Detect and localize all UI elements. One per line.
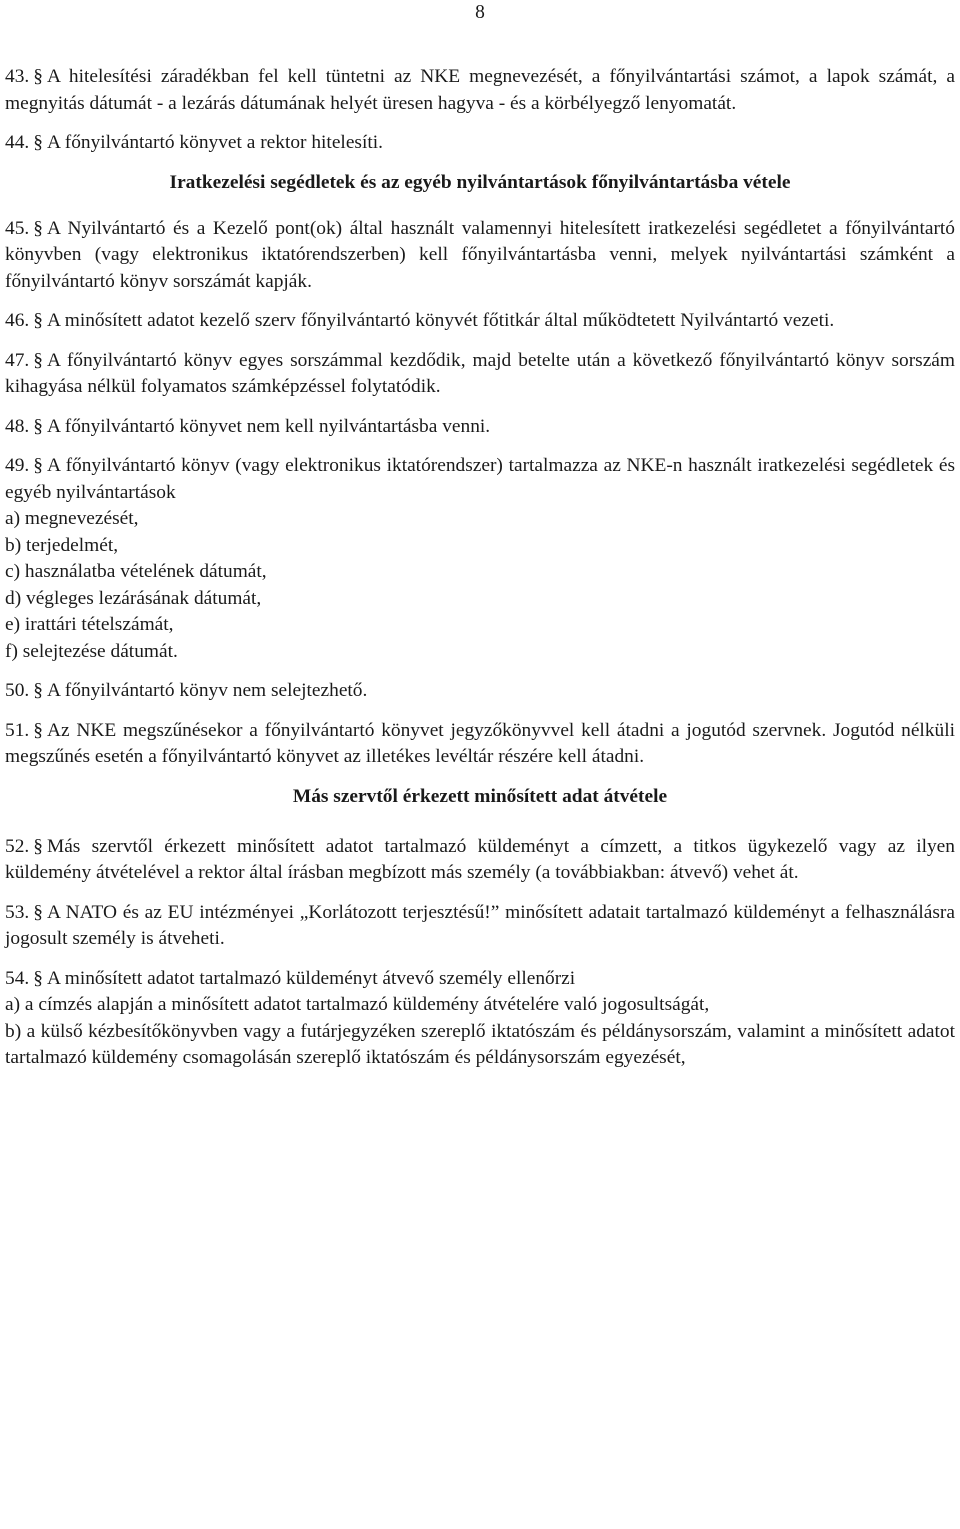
paragraph-45 — [5, 216, 955, 296]
paragraph-text: A minősített adatot kezelő szerv főnyilvántartó könyvét főtitkár által működtetett Nyilvántartó vezeti. — [46, 310, 835, 331]
paragraph-number: 47. — [5, 349, 30, 371]
paragraph-text: A főnyilvántartó könyvet nem kell nyilvántartásba venni. — [46, 415, 491, 437]
paragraph-text: A főnyilvántartó könyv (vagy elektronikus iktatórendszer) tartalmazza az NKE-n használt iratkezelési segédletek és egyéb nyilvántartások — [5, 455, 955, 503]
section-sign: § — [33, 66, 43, 87]
paragraph-number: 50. — [5, 680, 30, 701]
list-item: b) terjedelmét, — [5, 534, 119, 556]
paragraph-text: A főnyilvántartó könyvet a rektor hitelesíti. — [46, 132, 383, 153]
paragraph-44 — [5, 130, 955, 157]
paragraph-number: 43. — [5, 66, 30, 87]
list-item: c) használatba vételének dátumát, — [5, 561, 267, 582]
list-item: a) megnevezését, — [5, 508, 139, 529]
paragraph-number: 51. — [5, 719, 30, 741]
paragraph-number: 52. — [5, 835, 30, 857]
paragraph-number: 45. — [5, 217, 30, 239]
paragraph-number: 49. — [5, 455, 30, 476]
paragraph-number: 46. — [5, 310, 30, 331]
section-sign: § — [33, 967, 43, 989]
paragraph-number: 48. — [5, 415, 30, 437]
section-sign: § — [33, 901, 43, 923]
section-sign: § — [33, 415, 43, 437]
paragraph-text: A minősített adatot tartalmazó küldeményt átvevő személy ellenőrzi — [46, 967, 576, 989]
paragraph-number: 44. — [5, 132, 30, 153]
list-item: b) a külső kézbesítőkönyvben vagy a futárjegyzéken szereplő iktatószám és példánysorszám, valamint a minősített adatot tartalmazó küldemény csomagolásán szereplő iktatószám és példánysorszám egyezését, — [5, 1020, 955, 1068]
paragraph-text: A Nyilvántartó és a Kezelő pont(ok) által használt valamennyi hitelesített iratkezelési segédletet a főnyilvántartó könyvben (vagy elektronikus iktatórendszerben) kell főnyilvántartásba venni, melyek nyilvántartási számként a főnyilvántartó könyv sorszámát kapják. — [5, 217, 955, 292]
paragraph-52 — [5, 834, 955, 887]
paragraph-number: 53. — [5, 901, 30, 923]
section-sign: § — [33, 719, 43, 741]
section-sign: § — [33, 835, 43, 857]
section-heading: Más szervtől érkezett minősített adat átvétele — [292, 785, 668, 807]
paragraph-43 — [5, 64, 955, 117]
paragraph-53 — [5, 900, 955, 953]
paragraph-46 — [5, 308, 955, 335]
list-item: a) a címzés alapján a minősített adatot tartalmazó küldemény átvételére való jogosultságát, — [5, 994, 710, 1015]
paragraph-text: A főnyilvántartó könyv nem selejtezhető. — [46, 680, 368, 701]
document-body — [5, 64, 955, 1085]
paragraph-text: A főnyilvántartó könyv egyes sorszámmal kezdődik, majd betelte után a következő főnyilvántartó könyv sorszám kihagyása nélkül folyamatos számképzéssel folytatódik. — [5, 349, 955, 397]
list-item: f) selejtezése dátumát. — [5, 640, 178, 662]
section-sign: § — [33, 217, 43, 239]
paragraph-number: 54. — [5, 967, 30, 989]
paragraph-51 — [5, 718, 955, 771]
list-item: d) végleges lezárásának dátumát, — [5, 587, 262, 609]
paragraph-47 — [5, 348, 955, 401]
list-item: e) irattári tételszámát, — [5, 614, 174, 635]
paragraph-text: Más szervtől érkezett minősített adatot tartalmazó küldeményt a címzett, a titkos ügykezelő vagy az ilyen küldemény átvételével a rektor által írásban megbízott más személy (a továbbiakban: átvevő) vehet át. — [5, 835, 955, 883]
paragraph-48 — [5, 414, 955, 441]
paragraph-50 — [5, 678, 955, 705]
paragraph-text: Az NKE megszűnésekor a főnyilvántartó könyvet jegyzőkönyvvel kell átadni a jogutód szervnek. Jogutód nélküli megszűnés esetén a főnyilvántartó könyvet az illetékes levéltár részére kell átadni. — [5, 719, 955, 767]
section-sign: § — [33, 349, 43, 371]
section-sign: § — [33, 310, 43, 331]
section-heading: Iratkezelési segédletek és az egyéb nyilvántartások főnyilvántartásba vétele — [169, 171, 791, 193]
paragraph-54 — [5, 966, 955, 1072]
paragraph-49 — [5, 453, 955, 665]
section-sign: § — [33, 455, 43, 476]
page-number: 8 — [475, 2, 485, 23]
paragraph-text: A hitelesítési záradékban fel kell tüntetni az NKE megnevezését, a főnyilvántartási számot, a lapok számát, a megnyitás dátumát - a lezárás dátumának helyét üresen hagyva - és a körbélyegző lenyomatát. — [5, 66, 955, 114]
paragraph-text: A NATO és az EU intézményei „Korlátozott terjesztésű!” minősített adatait tartalmazó küldeményt a felhasználásra jogosult személy is átveheti. — [5, 901, 955, 949]
section-sign: § — [33, 132, 43, 153]
section-sign: § — [33, 680, 43, 701]
